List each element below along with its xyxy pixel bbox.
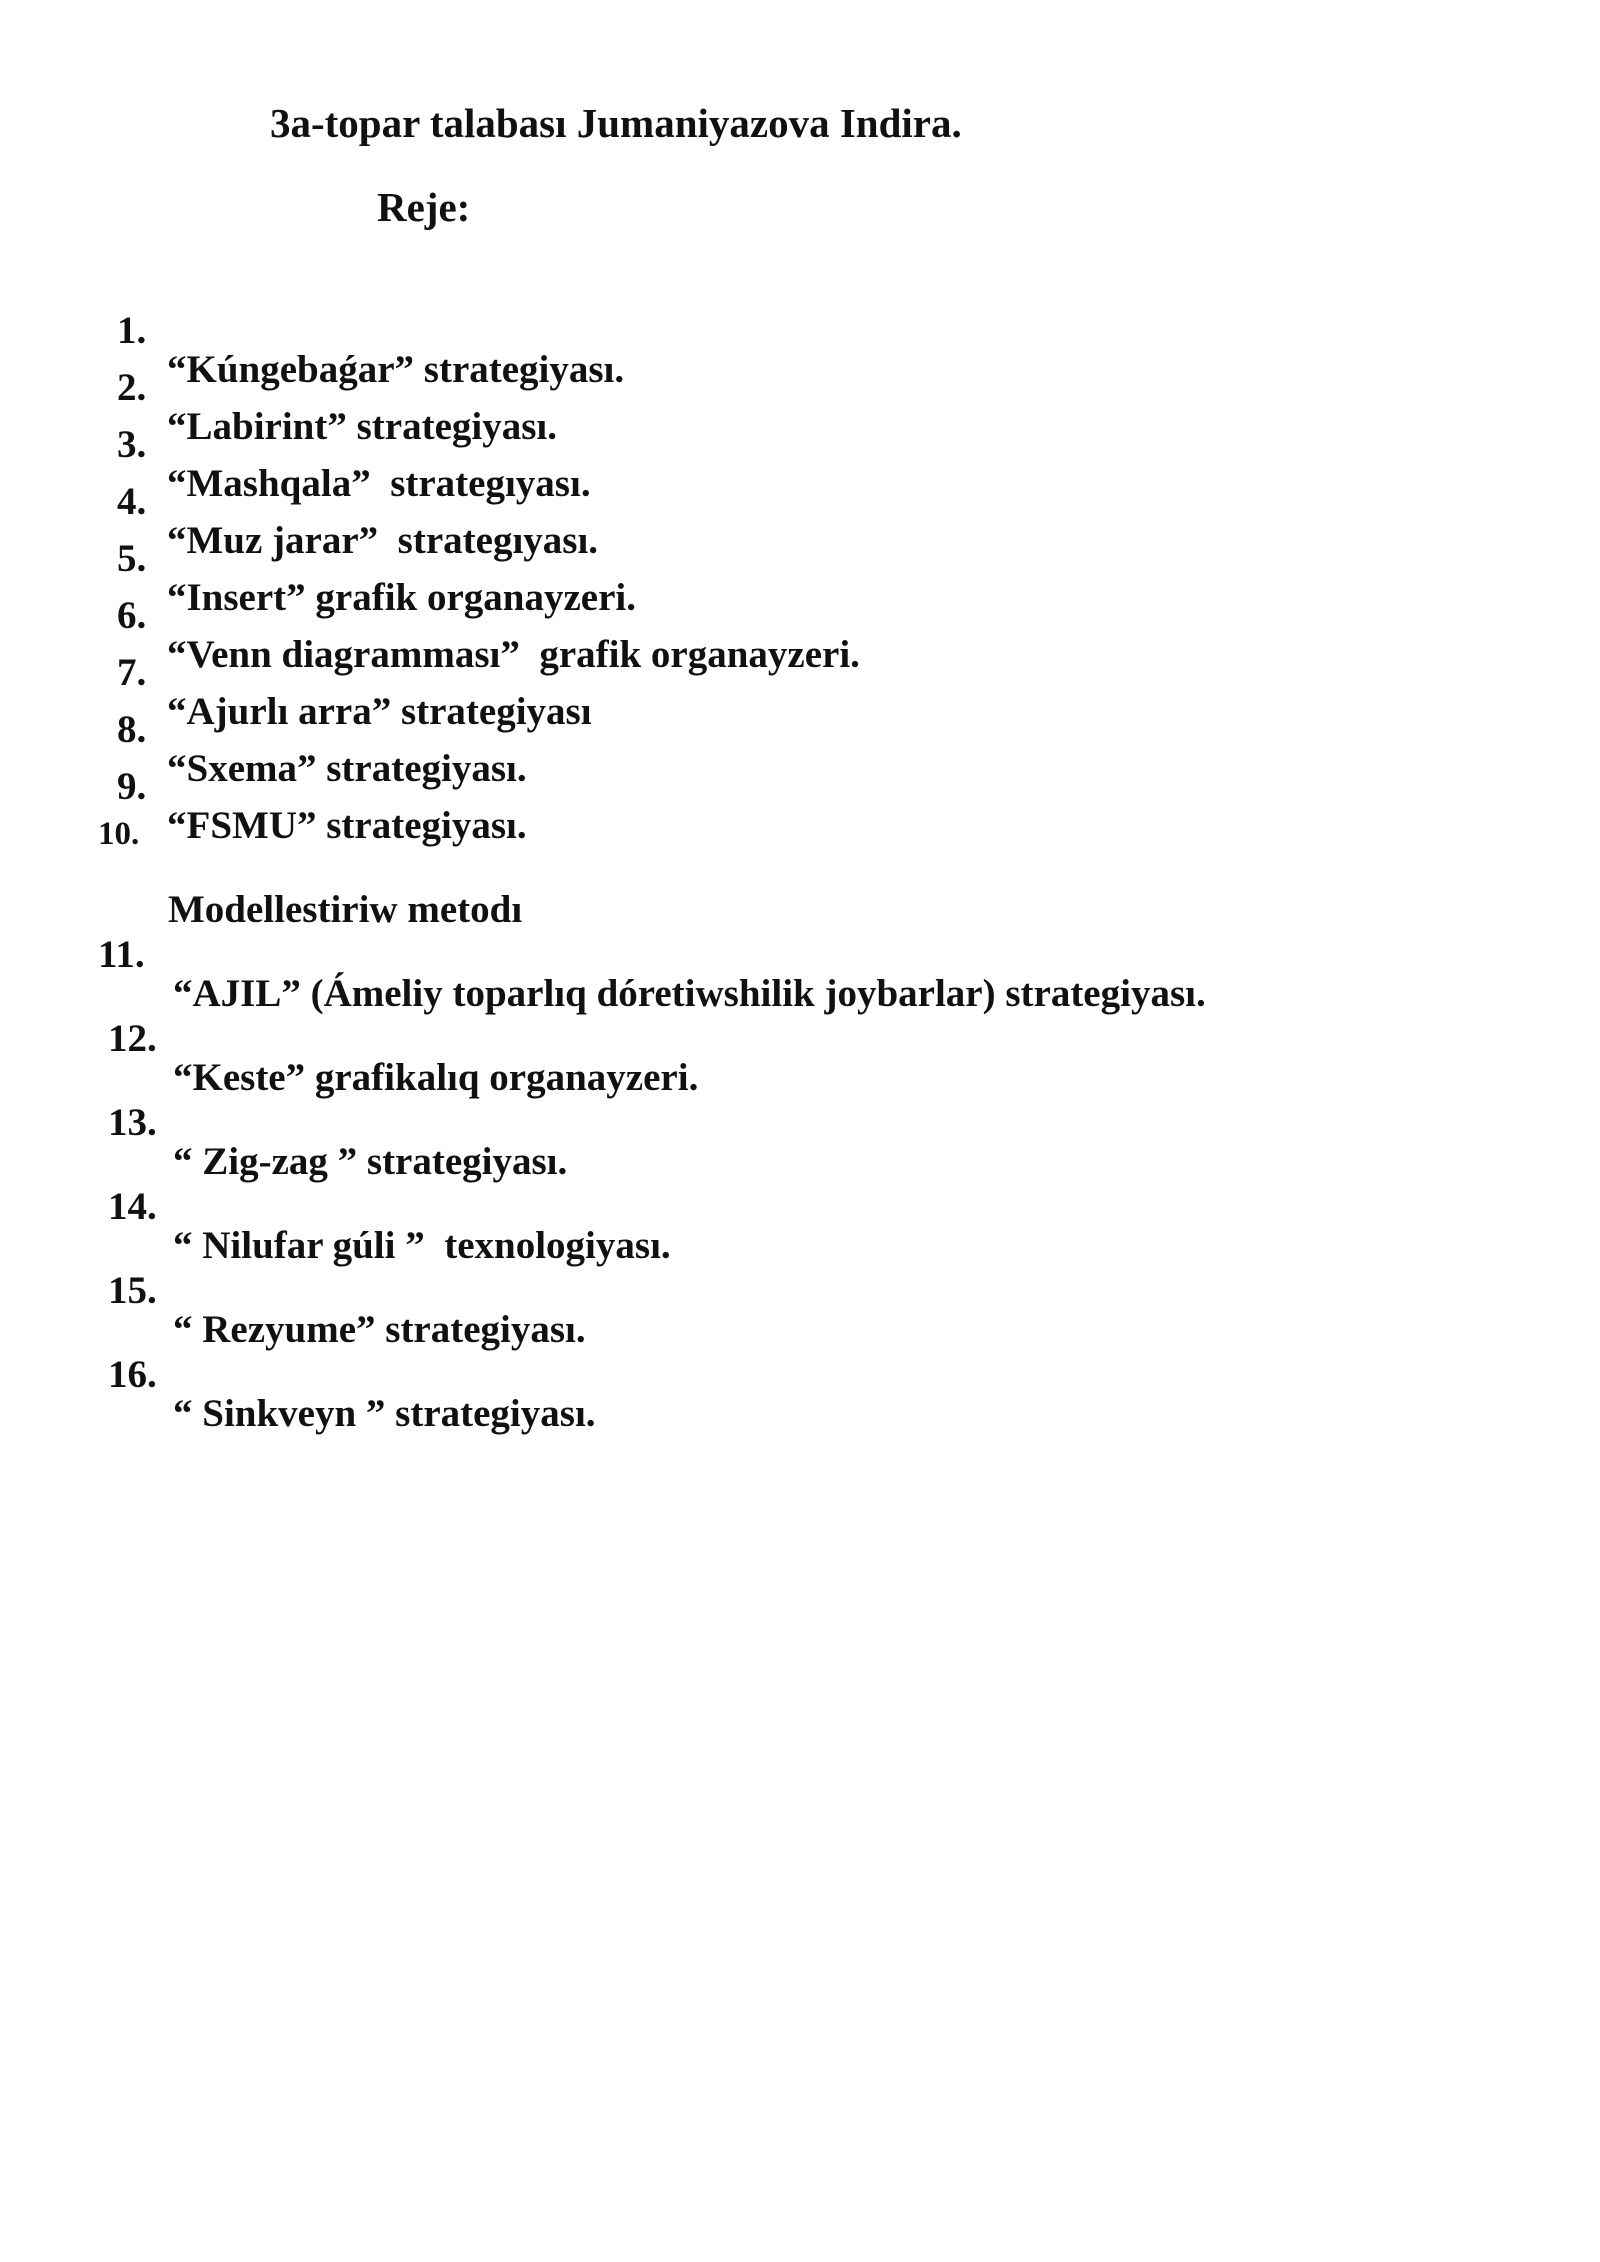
item-text: “Keste” grafikalıq organayzeri. bbox=[173, 1056, 699, 1099]
item-text: “Mashqala” strategıyası. bbox=[167, 462, 591, 505]
item-number: 4. bbox=[117, 480, 147, 523]
item-number: 9. bbox=[117, 765, 147, 808]
item-number: 2. bbox=[117, 366, 147, 409]
item-number: 8. bbox=[117, 708, 147, 751]
item-text: “Insert” grafik organayzeri. bbox=[167, 576, 636, 619]
item-number: 13. bbox=[108, 1101, 157, 1144]
item-number: 6. bbox=[117, 594, 147, 637]
author-line: 3a-topar talabası Jumaniyazova Indira. bbox=[270, 100, 962, 146]
item-text: “ Nilufar gúli ” texnologiyası. bbox=[173, 1224, 671, 1267]
item-text: “ Rezyume” strategiyası. bbox=[173, 1308, 586, 1351]
item-number: 11. bbox=[98, 933, 145, 976]
item-number: 16. bbox=[108, 1353, 157, 1396]
item-text: “AJIL” (Ámeliy toparlıq dóretiwshilik joybarlar) strategiyası. bbox=[173, 972, 1206, 1015]
item-number: 3. bbox=[117, 423, 147, 466]
item-text: “Venn diagramması” grafik organayzeri. bbox=[167, 633, 860, 676]
item-number: 10. bbox=[98, 816, 140, 852]
item-text: Modellestiriw metodı bbox=[168, 888, 523, 931]
item-number: 7. bbox=[117, 651, 147, 694]
item-text: “ Zig-zag ” strategiyası. bbox=[173, 1140, 568, 1183]
item-text: “Kúngebaǵar” strategiyası. bbox=[167, 348, 625, 391]
item-number: 5. bbox=[117, 537, 147, 580]
item-text: “ Sinkveyn ” strategiyası. bbox=[173, 1392, 596, 1435]
item-number: 15. bbox=[108, 1269, 157, 1312]
plan-heading: Reje: bbox=[377, 184, 471, 230]
item-text: “Ajurlı arra” strategiyası bbox=[167, 690, 592, 733]
item-number: 1. bbox=[117, 309, 147, 352]
item-text: “Muz jarar” strategıyası. bbox=[167, 519, 599, 562]
item-number: 12. bbox=[108, 1017, 157, 1060]
item-text: “FSMU” strategiyası. bbox=[167, 804, 527, 847]
item-number: 14. bbox=[108, 1185, 157, 1228]
item-text: “Sxema” strategiyası. bbox=[167, 747, 527, 790]
item-text: “Labirint” strategiyası. bbox=[167, 405, 557, 448]
